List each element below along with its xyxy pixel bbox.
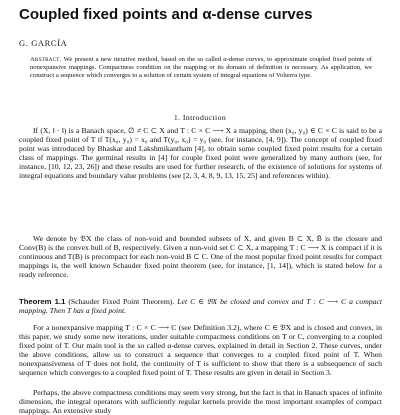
abstract-lead: Abstract.: [30, 56, 62, 63]
paragraph-method: For a nonexpansive mapping T : C × C ⟶ C (see Definition 3.2), where C ∈ 𝔅X and is closed and convex, in this paper, we study some new iterations, under suitable compactness conditions on T or C, converging to a coupled fixed point of T. Our main tool is the so called α-dense curves, explained in detail in Section 2. These curves, under the above conditions, allow us to construct a sequence that converges to a coupled fixed point of T. When nonexpansiveness of T does not hold, the continuity of T is sufficient to show that there is a subsequence of such sequence which converges to a coupled fixed point of T. These results are given in detail in Section 3.: [19, 323, 382, 378]
paragraph-intro: If (X, ‖ · ‖) is a Banach space, ∅ ≠ C ⊂ X and T : C × C ⟶ X a mapping, then (x₀, y₀) ∈ C × C is said to be a coupled fixed point of T if T(x₀, y₀) = x₀ and T(y₀, x₀) = y₀ (see, for instance, [4, 9]). The concept of coupled fixed point was introduced by Bhaskar and Lakshmikantham [4], to obtain some coupled fixed point results for a certain class of mappings. The germinal results in [4] for couple fixed point were generalized by many authors (see, for instance, [10, 12, 23, 26]) and these results are used for further research, of the existence of solutions for systems of integral equations and boundary value problems (see [2, 3, 4, 8, 9, 13, 15, 25] and references within).: [19, 126, 382, 181]
theorem-block: [19, 297, 382, 315]
paragraph-notation: We denote by 𝔅X the class of non-void and bounded subsets of X, and given B ⊂ X, B̄ is the closure and Conv(B) is the convex hull of B, respectively. Given a non-void set C ⊂ X, a mapping T : C ⟶ X is compact if it is continuous and T(B) is precompact for each non-void B ⊂ C. One of the most popular fixed point results for compact mappings is, the well known Schauder fixed point theorem (see, for instance, [1, 14]), which is stated below for a ready reference.: [19, 234, 382, 280]
paper-title: Coupled fixed points and α-dense curves: [19, 6, 313, 23]
abstract: [30, 56, 372, 81]
section-heading: 1. Introduction: [173, 113, 227, 122]
theorem-label: Theorem 1.1: [19, 297, 66, 306]
theorem-name: (Schauder Fixed Point Theorem).: [68, 297, 175, 306]
theorem-statement: Let C ∈ 𝔅X be closed and convex and T : C ⟶ C a compact mapping. Then T has a fixed point.: [19, 297, 383, 316]
author-line: G. GARCÍA: [19, 38, 68, 48]
abstract-text: We present a new iterative method, based on the so called α-dense curves, to approximate coupled fixed points of nonexpansive mappings. Compactness condition on the mapping or its domain of definition is necessary. As application, we construct a sequence which converges to a solution of certain system of integral equations of Volterra type.: [30, 56, 372, 80]
paragraph-compactness: Perhaps, the above compactness conditions may seem very strong, but the fact is that in Banach spaces of infinite dimension, the integral operators with sufficiently regular kernels provide the most important examples of compact mappings. An extensive study: [19, 388, 382, 415]
